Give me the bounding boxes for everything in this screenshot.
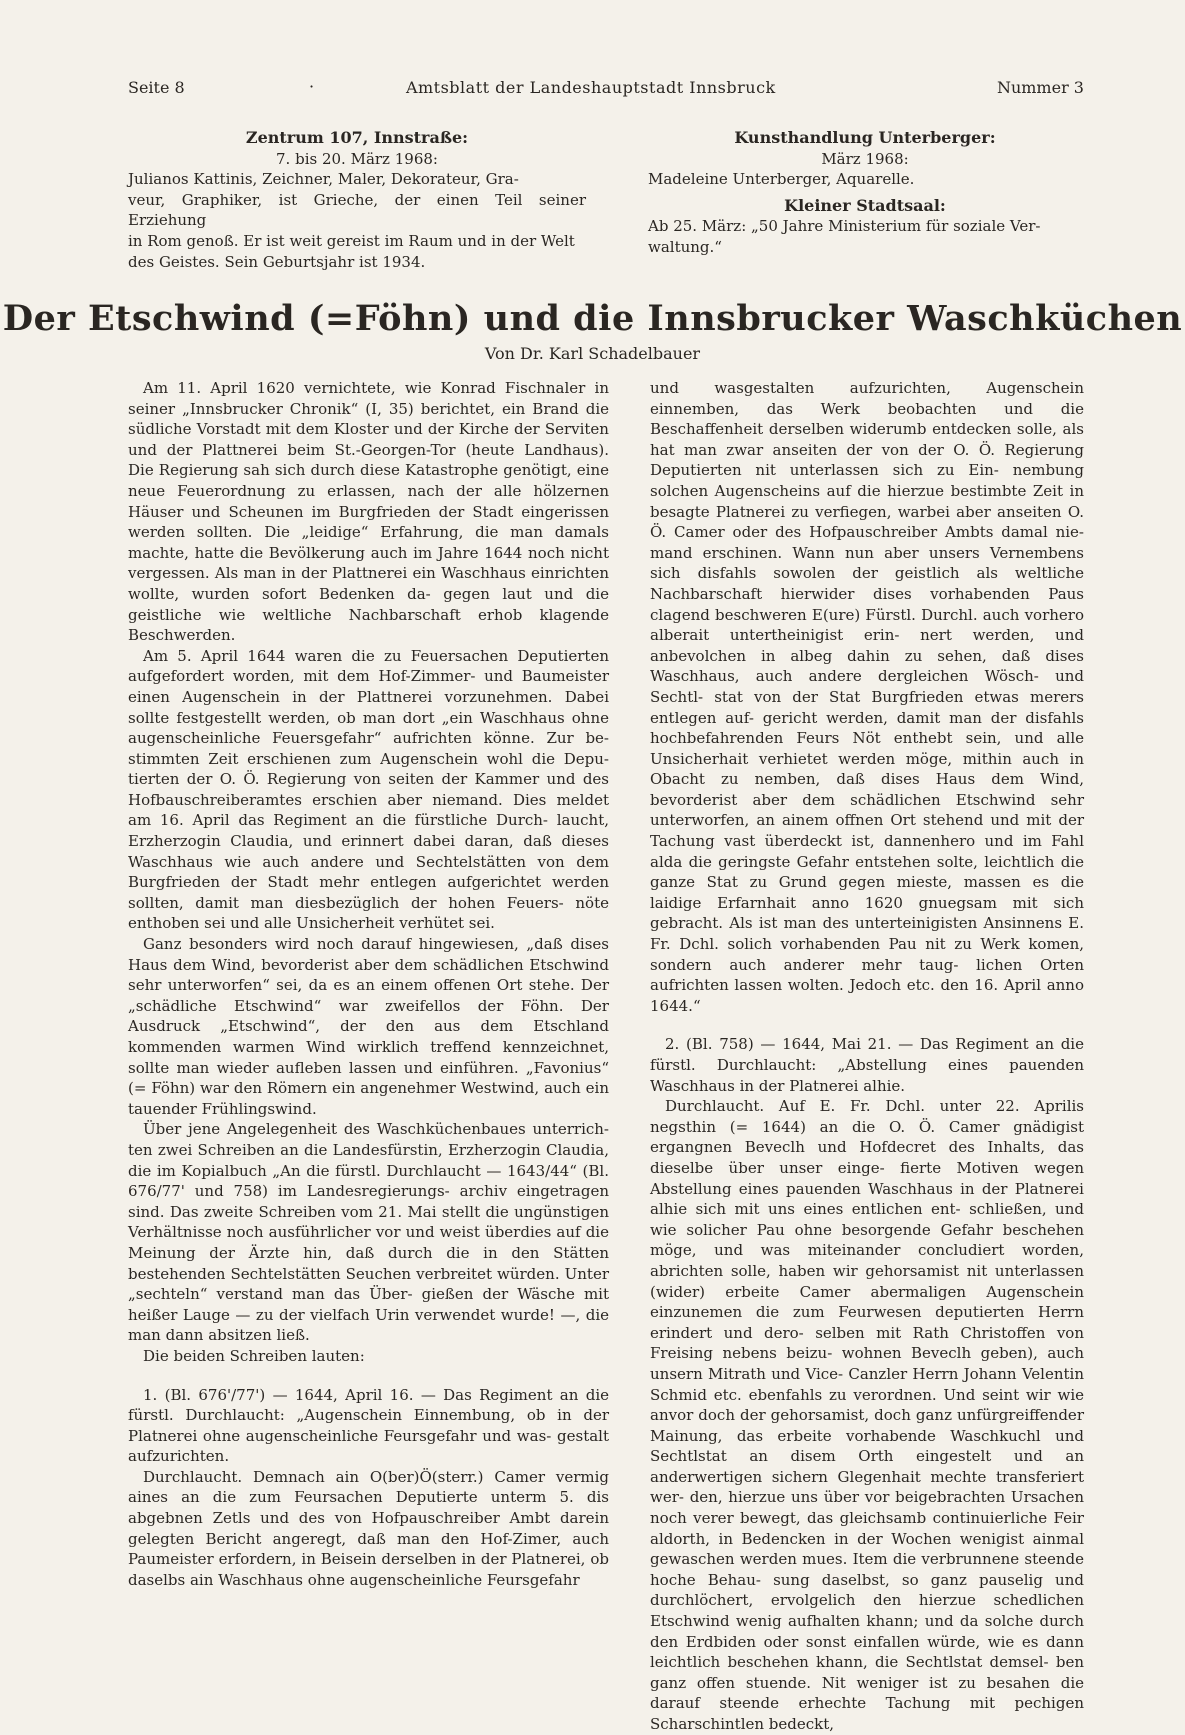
- text-line: abgebnen Zetls und des von Hofpauschreiber Ambt darein: [128, 1509, 609, 1528]
- event-listing-right: [648, 128, 1082, 258]
- text-line: Haus dem Wind, bevorderist aber dem schädlichen Etschwind: [650, 770, 1084, 809]
- text-line: aines an die zum Feursachen Deputierte unterm 5. dis: [128, 1488, 609, 1507]
- text-line: anderwertigen sichern Glegenhait mechte transferiert wer-: [650, 1467, 1084, 1507]
- text-line: fürstl. Durchlaucht: „Abstellung eines pauenden Waschhaus: [650, 1056, 1084, 1095]
- text-line: in der Platnerei alhie.: [739, 1076, 906, 1095]
- text-line: werden sollten, damit man diesbezüglich der hohen Feuers-: [128, 873, 609, 912]
- text-line: Feurs Nöt enthebt sein, und alle Unsicherhait verhietet: [650, 729, 1084, 768]
- text-line: ein tauender Frühlingswind.: [128, 1079, 609, 1118]
- text-line: — 1643/44“ (Bl. 676/77' und 758) im Landesregierungs-: [128, 1161, 609, 1201]
- text-line: augenscheinliche Feuersgefahr“ aufrichten könne. Zur be-: [128, 729, 609, 748]
- paragraph: [128, 1119, 609, 1346]
- paragraph: [128, 1467, 609, 1591]
- text-line: sehr unterworfen, an ainem offnen Ort stehend und mit der: [650, 790, 1084, 830]
- text-line: mand erschinen. Wann nun aber unsers Vernembens sich: [650, 543, 1084, 583]
- text-line: gegen laut und die geistliche wie weltliche Nachbarschaft: [128, 584, 609, 624]
- text-line: disfahls sowolen der geistlich als weltliche Nachbarschaft: [650, 564, 1084, 603]
- text-line: der Platnerei ohne augenscheinliche Feursgefahr und was-: [128, 1406, 609, 1445]
- text-line: gelegten Bericht angeregt, daß man den Hof-Zimer, auch: [128, 1529, 609, 1548]
- text-line: Die beiden Schreiben lauten:: [143, 1346, 365, 1365]
- text-line: 1644 noch nicht vergessen. Als man in der Plattnerei ein: [128, 543, 609, 583]
- text-line: Canzler Herrn Johann Velentin Schmid etc. ebenfahls zu: [650, 1364, 1084, 1404]
- text-line: Der „schädliche Etschwind“ war zweifellos der: [128, 976, 609, 1015]
- event-line: des Geistes. Sein Geburtsjahr ist 1934.: [128, 252, 426, 271]
- text-line: unterteinigisten Ansinnens E. Fr. Dchl. solich vorhabenden: [650, 914, 1084, 954]
- text-line: in der Platnerei alhie sich mit uns eines entlichen ent-: [650, 1179, 1084, 1219]
- paragraph: [128, 1346, 609, 1367]
- text-line: sollte festgestellt werden, ob man dort „ein Waschhaus ohne: [128, 708, 609, 727]
- text-line: einen Augenschein in der Plattnerei vorzunehmen. Dabei: [128, 687, 609, 706]
- text-line: steende erhechte Tachung mit pechigen Scharschintlen bedeckt,: [650, 1694, 1084, 1733]
- text-line: Werk beobachten und die Beschaffenheit derselben widerumb: [650, 399, 1084, 439]
- text-line: Landhaus). Die Regierung sah sich durch diese Katastrophe: [128, 440, 609, 480]
- text-line: beschehen möge, und was miteinander concludiert worden,: [650, 1220, 1084, 1260]
- text-line: seiner „Innsbrucker Chronik“ (I, 35) berichtet, ein Brand: [128, 399, 579, 418]
- text-line: verbreitet würden. Unter „sechteln“ verstand man das Über-: [128, 1264, 609, 1304]
- paragraph: [650, 1034, 1084, 1096]
- event-line: Madeleine Unterberger, Aquarelle.: [648, 170, 915, 189]
- event-venue: Kleiner Stadtsaal:: [784, 195, 946, 215]
- text-line: die zum Feurwesen deputierten Herrn erindert und dero-: [650, 1303, 1084, 1342]
- text-line: den hierzue schedlichen Etschwind wenig aufhalten khann;: [650, 1591, 1084, 1631]
- text-line: Claudia, die im Kopialbuch „An die fürstl. Durchlaucht: [128, 1140, 609, 1180]
- event-venue: Zentrum 107, Innstraße:: [245, 128, 469, 147]
- text-line: Am 11. April 1620 vernichtete, wie Konrad Fischnaler in: [143, 379, 609, 397]
- text-line: werden mues. Item die verbrunnene steende hoche Behau-: [650, 1550, 1084, 1589]
- text-line: man damals machte, hatte die Bevölkerung auch im Jahre: [128, 523, 609, 562]
- text-line: gericht werden, damit man der disfahls hochbefahrenden: [650, 708, 1084, 748]
- text-line: und da solche durch den Erdbiden oder sonst einfallen würde,: [650, 1612, 1084, 1651]
- text-line: fierte Motiven wegen Abstellung eines pauenden Waschhaus: [650, 1158, 1084, 1198]
- text-line: schließen, und wie solicher Pau ohne besorgende Gefahr: [650, 1200, 1084, 1239]
- text-line: Serviten und der Plattnerei beim St.-Georgen-Tor (heute: [128, 420, 609, 459]
- text-line: Zeit in besagte Platnerei zu verfiegen, warbei aber anseiten: [650, 481, 1084, 521]
- article-column-right: [650, 378, 1084, 1735]
- text-line: wie es dann leichtlich beschehen khann, die Sechtlstat demsel-: [650, 1632, 1084, 1672]
- text-line: dises Waschhaus, auch andere dergleichen Wösch- und Sechtl-: [650, 646, 1084, 706]
- text-line: und wasgestalten aufzurichten, Augenschein einnemben, das: [650, 379, 1084, 418]
- text-line: sollte man wieder aufleben lassen und einführen. „Favonius“: [128, 1058, 609, 1077]
- text-line: nöte enthoben sei und alle Unsicherheit verhütet sei.: [128, 893, 609, 933]
- text-line: Fürstl. Durchl. auch vorhero alberait untertheinigist erin-: [650, 605, 1084, 645]
- running-header: [128, 78, 1084, 97]
- text-line: hierwider dises vorhabenden Paus clagend beschweren E(ure): [650, 584, 1084, 624]
- text-line: lichen Orten aufrichten lassen wolten. Jedoch etc. den: [650, 955, 1084, 995]
- text-line: (= 1644) an die O. Ö. Camer gnädigist ergangnen Beveclh: [650, 1117, 1084, 1157]
- text-line: ob daselbs ain Waschhaus ohne augenscheinliche Feursgefahr: [128, 1550, 609, 1589]
- text-line: hölzernen Häuser und Scheunen im Burgfrieden der Stadt: [128, 481, 609, 521]
- paragraph: [128, 934, 609, 1119]
- text-line: in Bedencken in der Wochen wenigist ainmal gewaschen: [650, 1529, 1084, 1569]
- article-author: Von Dr. Karl Schadelbauer: [484, 344, 701, 363]
- text-line: Föhn. Der Ausdruck „Etschwind“, der den aus dem Etschland: [128, 996, 609, 1036]
- text-line: dieses Waschhaus wie auch andere und Sechtelstätten von: [128, 832, 609, 871]
- text-line: aufgefordert worden, mit dem Hof-Zimmer- und Baumeister: [128, 667, 609, 686]
- text-line: ten zwei Schreiben an die Landesfürstin, Erzherzogin: [128, 1140, 541, 1159]
- page-number: Seite 8: [128, 78, 185, 97]
- text-line: verordnen. Und seint wir wie anvor doch der gehorsamist,: [650, 1385, 1085, 1425]
- text-line: Ganz besonders wird noch darauf hingewiesen, „daß dises: [143, 935, 609, 954]
- text-line: gestalt aufzurichten.: [128, 1426, 609, 1466]
- event-line: Julianos Kattinis, Zeichner, Maler, Dekorateur, Gra-: [128, 170, 519, 189]
- text-line: verwendet wurde! —, die man dann absitzen ließ.: [128, 1305, 609, 1345]
- event-description: [128, 169, 586, 272]
- text-line: werden möge, mithin auch in Obacht zu nemben, daß dises: [650, 749, 1084, 789]
- event-line: waltung.“: [648, 237, 722, 256]
- event-listing-left: [128, 128, 586, 272]
- text-line: 1. (Bl. 676'/77') — 1644, April 16. — Das Regiment an: [143, 1385, 579, 1404]
- event-venue: Kunsthandlung Unterberger:: [734, 128, 996, 147]
- text-line: Paumeister erfordern, in Beisein derselben in der Platnerei,: [128, 1550, 586, 1569]
- text-line: (= Föhn) war den Römern ein angenehmer Westwind, auch: [128, 1079, 581, 1098]
- text-line: die südliche Vorstadt mit dem Kloster und der Kirche der: [128, 399, 609, 439]
- text-line: stat von der Stat Burgfrieden etwas merers entlegen auf-: [650, 687, 1084, 727]
- text-line: nert werden, und anbevolchen in albeg dahin zu sehen, daß: [650, 626, 1084, 665]
- text-line: doch ganz unfürgreiffender Mainung, das erbeite vorhabende: [650, 1406, 1084, 1445]
- text-line: dem Burgfrieden der Stadt mehr entlegen aufgerichtet: [128, 852, 609, 892]
- text-line: archiv eingetragen sind. Das zweite Schreiben vom 21. Mai: [128, 1182, 609, 1221]
- text-line: 16. April anno 1644.“: [650, 976, 1084, 1015]
- text-line: Tachung vast überdeckt ist, dannenhero und im Fahl alda: [650, 832, 1084, 871]
- text-line: sehr unterworfen“ sei, da es an einem offenen Ort stehe.: [128, 976, 575, 995]
- text-line: gießen der Wäsche mit heißer Lauge — zu der vielfach Urin: [128, 1285, 609, 1324]
- text-line: Durchlaucht. Auf E. Fr. Dchl. unter 22. Aprilis negsthin: [650, 1097, 1084, 1136]
- text-line: Haus dem Wind, bevorderist aber dem schädlichen Etschwind: [128, 955, 609, 974]
- paragraph: [650, 378, 1084, 1016]
- text-line: den, hierzue uns über vor beigebrachten Ursachen noch: [650, 1488, 1084, 1528]
- text-line: Waschhaus einrichten wollte, wurden sofort Bedenken da-: [128, 564, 609, 603]
- text-line: nembung solchen Augenscheins auf die hierzue bestimbte: [650, 461, 1084, 500]
- text-line: erhob klagende Beschwerden.: [128, 605, 609, 645]
- event-line: veur, Graphiker, ist Grieche, der einen Teil seiner Erziehung: [128, 190, 586, 230]
- text-line: Waschkuchl und Sechtlstat an disem Orth eingestelt und an: [650, 1426, 1084, 1466]
- text-line: ben ganz offen stuende. Nit weniger ist zu besahen die darauf: [650, 1653, 1084, 1713]
- event-date: März 1968:: [821, 149, 909, 168]
- text-line: Am 5. April 1644 waren die zu Feuersachen Deputierten: [143, 646, 609, 665]
- text-line: des Hofbauschreiberamtes erschien aber niemand. Dies: [128, 770, 609, 809]
- text-line: Durchlaucht. Demnach ain O(ber)Ö(sterr.) Camer vermig: [143, 1467, 609, 1486]
- text-line: meldet am 16. April das Regiment an die fürstliche Durch-: [128, 790, 609, 830]
- publication-title: Amtsblatt der Landeshauptstadt Innsbruck: [405, 78, 776, 97]
- text-line: laucht, Erzherzogin Claudia, und erinnert dabei daran, daß: [128, 811, 609, 851]
- text-line: kommenden warmen Wind wirklich treffend kennzeichnet,: [128, 1038, 609, 1056]
- event-date: 7. bis 20. März 1968:: [276, 149, 438, 168]
- text-line: stimmten Zeit erschienen zum Augenschein wohl die Depu-: [128, 749, 609, 768]
- text-line: die fürstl. Durchlaucht: „Augenschein Einnembung, ob in: [128, 1385, 609, 1425]
- issue-number: Nummer 3: [996, 78, 1084, 97]
- header-mark: ·: [309, 77, 315, 96]
- text-line: Über jene Angelegenheit des Waschküchenbaues unterrich-: [143, 1120, 609, 1139]
- paragraph: [128, 1385, 609, 1467]
- article-column-left: [128, 378, 609, 1590]
- text-line: wohnen Beveclh geben), auch unsern Mitrath und Vice-: [650, 1344, 1084, 1383]
- text-line: und Hofdecret des Inhalts, das dieselbe über unser einge-: [650, 1138, 1084, 1177]
- text-line: entdecken solle, als hat man zwar anseiten der von der: [650, 420, 1084, 459]
- event-line: in Rom genoß. Er ist weit gereist im Raum und in der Welt: [128, 231, 575, 250]
- text-line: 2. (Bl. 758) — 1644, Mai 21. — Das Regiment an die: [665, 1035, 1084, 1054]
- text-line: O. Ö. Camer oder des Hofpauschreiber Ambts damal nie-: [650, 502, 1084, 542]
- paragraph: [128, 378, 609, 646]
- paragraph: [650, 1096, 1084, 1734]
- text-line: O. Ö. Regierung Deputierten nit unterlassen sich zu Ein-: [650, 440, 1084, 480]
- event-line: Ab 25. März: „50 Jahre Ministerium für soziale Ver-: [648, 217, 1041, 236]
- text-line: Pau nit zu Werk komen, sondern auch anderer mehr taug-: [650, 935, 1084, 974]
- text-line: genötigt, eine neue Feuerordnung zu erlassen, nach der alle: [128, 461, 609, 500]
- paragraph: [128, 646, 609, 934]
- text-line: durch die in den Stätten bestehenden Sechtelstätten Seuchen: [128, 1243, 609, 1283]
- text-line: abrichten solle, haben wir gehorsamist nit unterlassen: [650, 1261, 1084, 1280]
- text-line: anno 1620 gnuegsam mit sich gebracht. Als ist man des: [650, 893, 1084, 933]
- text-line: (wider) erbeite Camer abermaligen Augenschein einzunemen: [650, 1282, 1084, 1322]
- text-line: die geringste Gefahr entstehen solte, leichtlich die ganze Stat: [650, 852, 1084, 892]
- text-line: zu Grund gegen mieste, massen es die laidige Erfarnhait: [650, 873, 1084, 912]
- text-line: eingerissen werden sollten. Die „leidige“ Erfahrung, die: [128, 502, 609, 542]
- text-line: tierten der O. Ö. Regierung von seiten der Kammer und: [128, 770, 576, 789]
- text-line: selben mit Rath Christoffen von Freising nebens beizu-: [650, 1323, 1084, 1363]
- text-line: sung daselbst, so ganz pauselig und durchlöchert, ervolgelich: [650, 1570, 1084, 1610]
- text-line: verer bewegt, das gleichsamb continuierliche Feir aldorth,: [650, 1509, 1084, 1548]
- text-line: stellt die ungünstigen Verhältnisse noch ausführlicher vor: [128, 1202, 609, 1242]
- article-title: Der Etschwind (=Föhn) und die Innsbrucker Waschküchen: [2, 298, 1183, 339]
- text-line: und weist überdies auf die Meinung der Ärzte hin, daß: [128, 1223, 609, 1262]
